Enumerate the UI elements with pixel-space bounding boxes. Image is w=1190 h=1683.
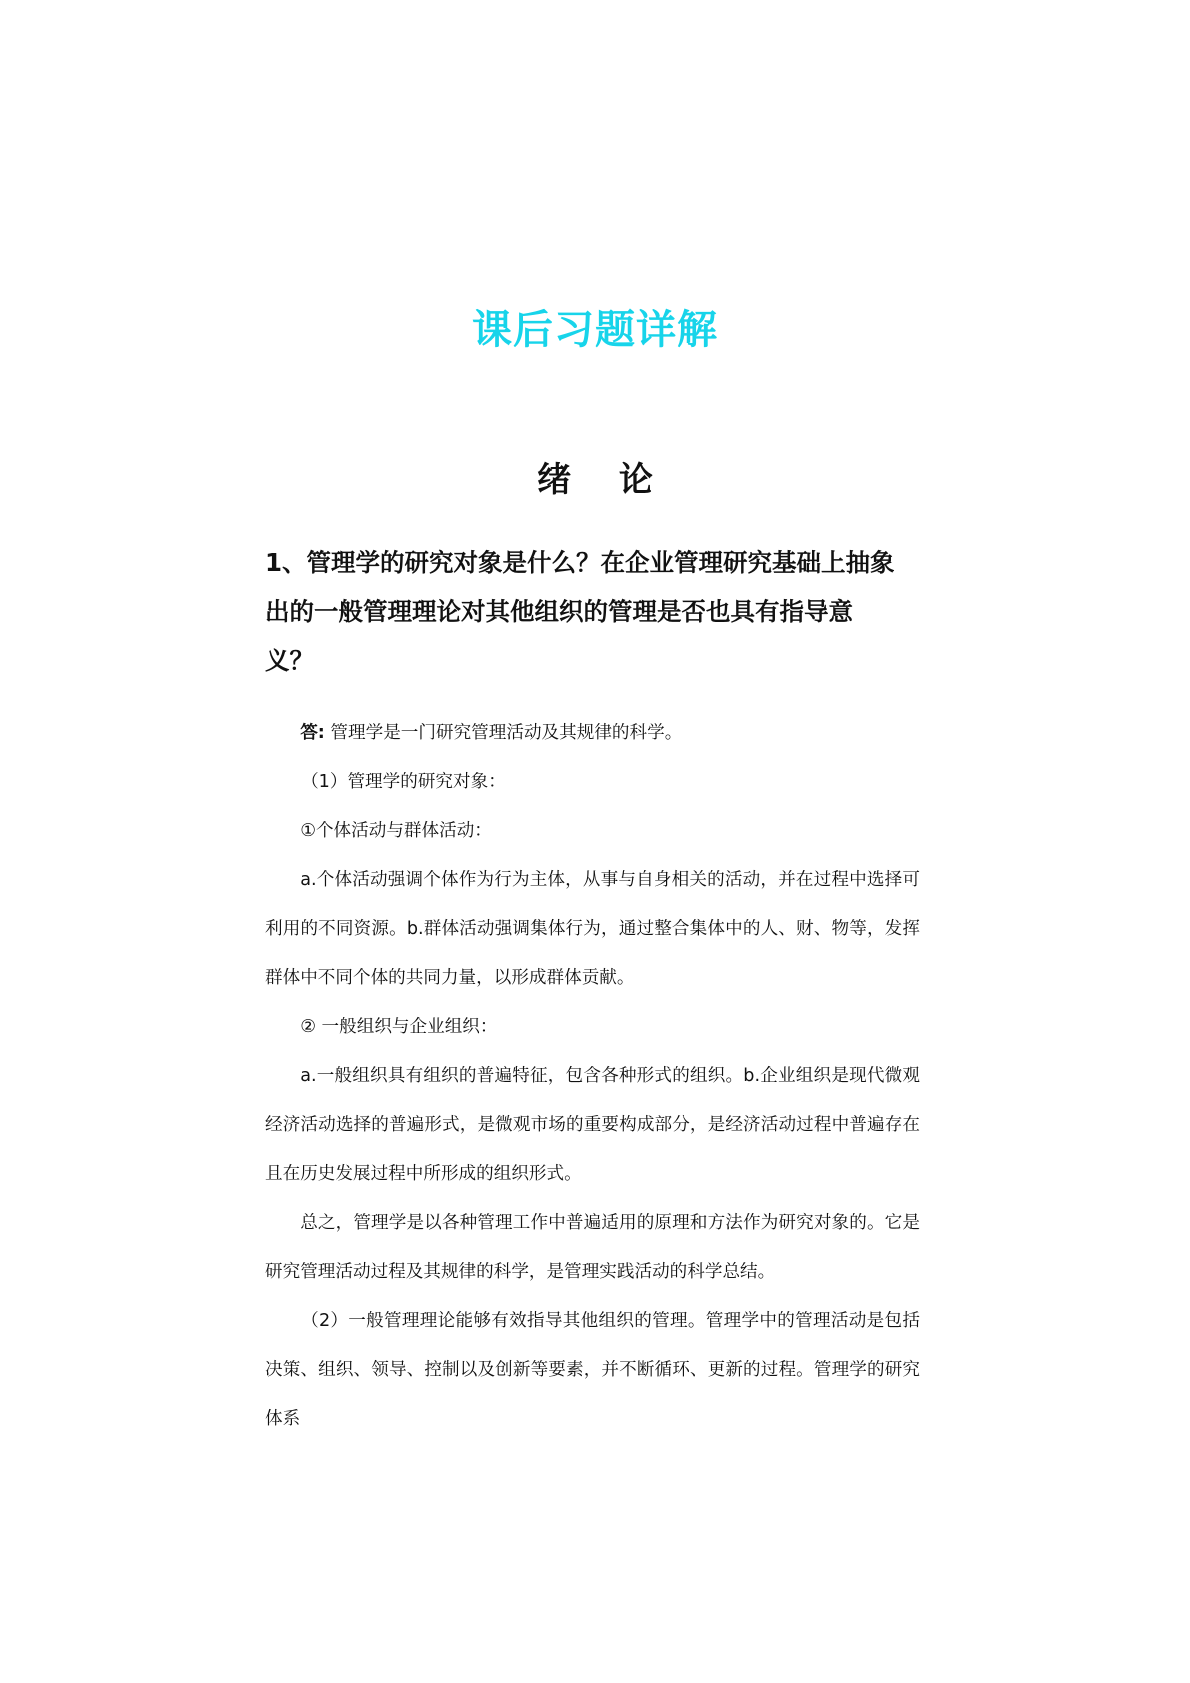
answer-paragraph: （2）一般管理理论能够有效指导其他组织的管理。管理学中的管理活动是包括决策、组织、领导、控制以及创新等要素，并不断循环、更新的过程。管理学的研究体系 xyxy=(265,1311,920,1429)
answer-intro xyxy=(265,709,920,758)
document-title: 课后习题详解 xyxy=(472,307,718,353)
answer-paragraph: ①个体活动与群体活动： xyxy=(300,821,492,841)
question-line: 义？ xyxy=(265,646,314,675)
answer-intro-text: 管理学是一门研究管理活动及其规律的科学。 xyxy=(330,723,683,743)
chapter-heading-char-1: 绪 xyxy=(537,460,572,500)
answer-label: 答: xyxy=(300,723,325,743)
answer-paragraph: 总之，管理学是以各种管理工作中普遍适用的原理和方法作为研究对象的。它是研究管理活动过程及其规律的科学，是管理实践活动的科学总结。 xyxy=(265,1213,920,1282)
answer-paragraph: a.一般组织具有组织的普遍特征，包含各种形式的组织。b.企业组织是现代微观经济活动选择的普遍形式，是微观市场的重要构成部分，是经济活动过程中普遍存在且在历史发展过程中所形成的组织形式。 xyxy=(265,1066,920,1184)
answer-body xyxy=(265,709,920,1444)
question-line: 出的一般管理理论对其他组织的管理是否也具有指导意 xyxy=(265,597,853,626)
answer-paragraph: a.个体活动强调个体作为行为主体，从事与自身相关的活动，并在过程中选择可利用的不同资源。b.群体活动强调集体行为，通过整合集体中的人、财、物等，发挥群体中不同个体的共同力量，以形成群体贡献。 xyxy=(265,870,920,988)
answer-paragraph: （1）管理学的研究对象： xyxy=(301,772,506,792)
chapter-heading-char-2: 论 xyxy=(618,460,653,500)
question-heading xyxy=(265,538,925,685)
chapter-heading xyxy=(0,452,1190,501)
answer-paragraph: ② 一般组织与企业组织： xyxy=(300,1017,498,1037)
question-line: 1、管理学的研究对象是什么？在企业管理研究基础上抽象 xyxy=(265,548,895,577)
